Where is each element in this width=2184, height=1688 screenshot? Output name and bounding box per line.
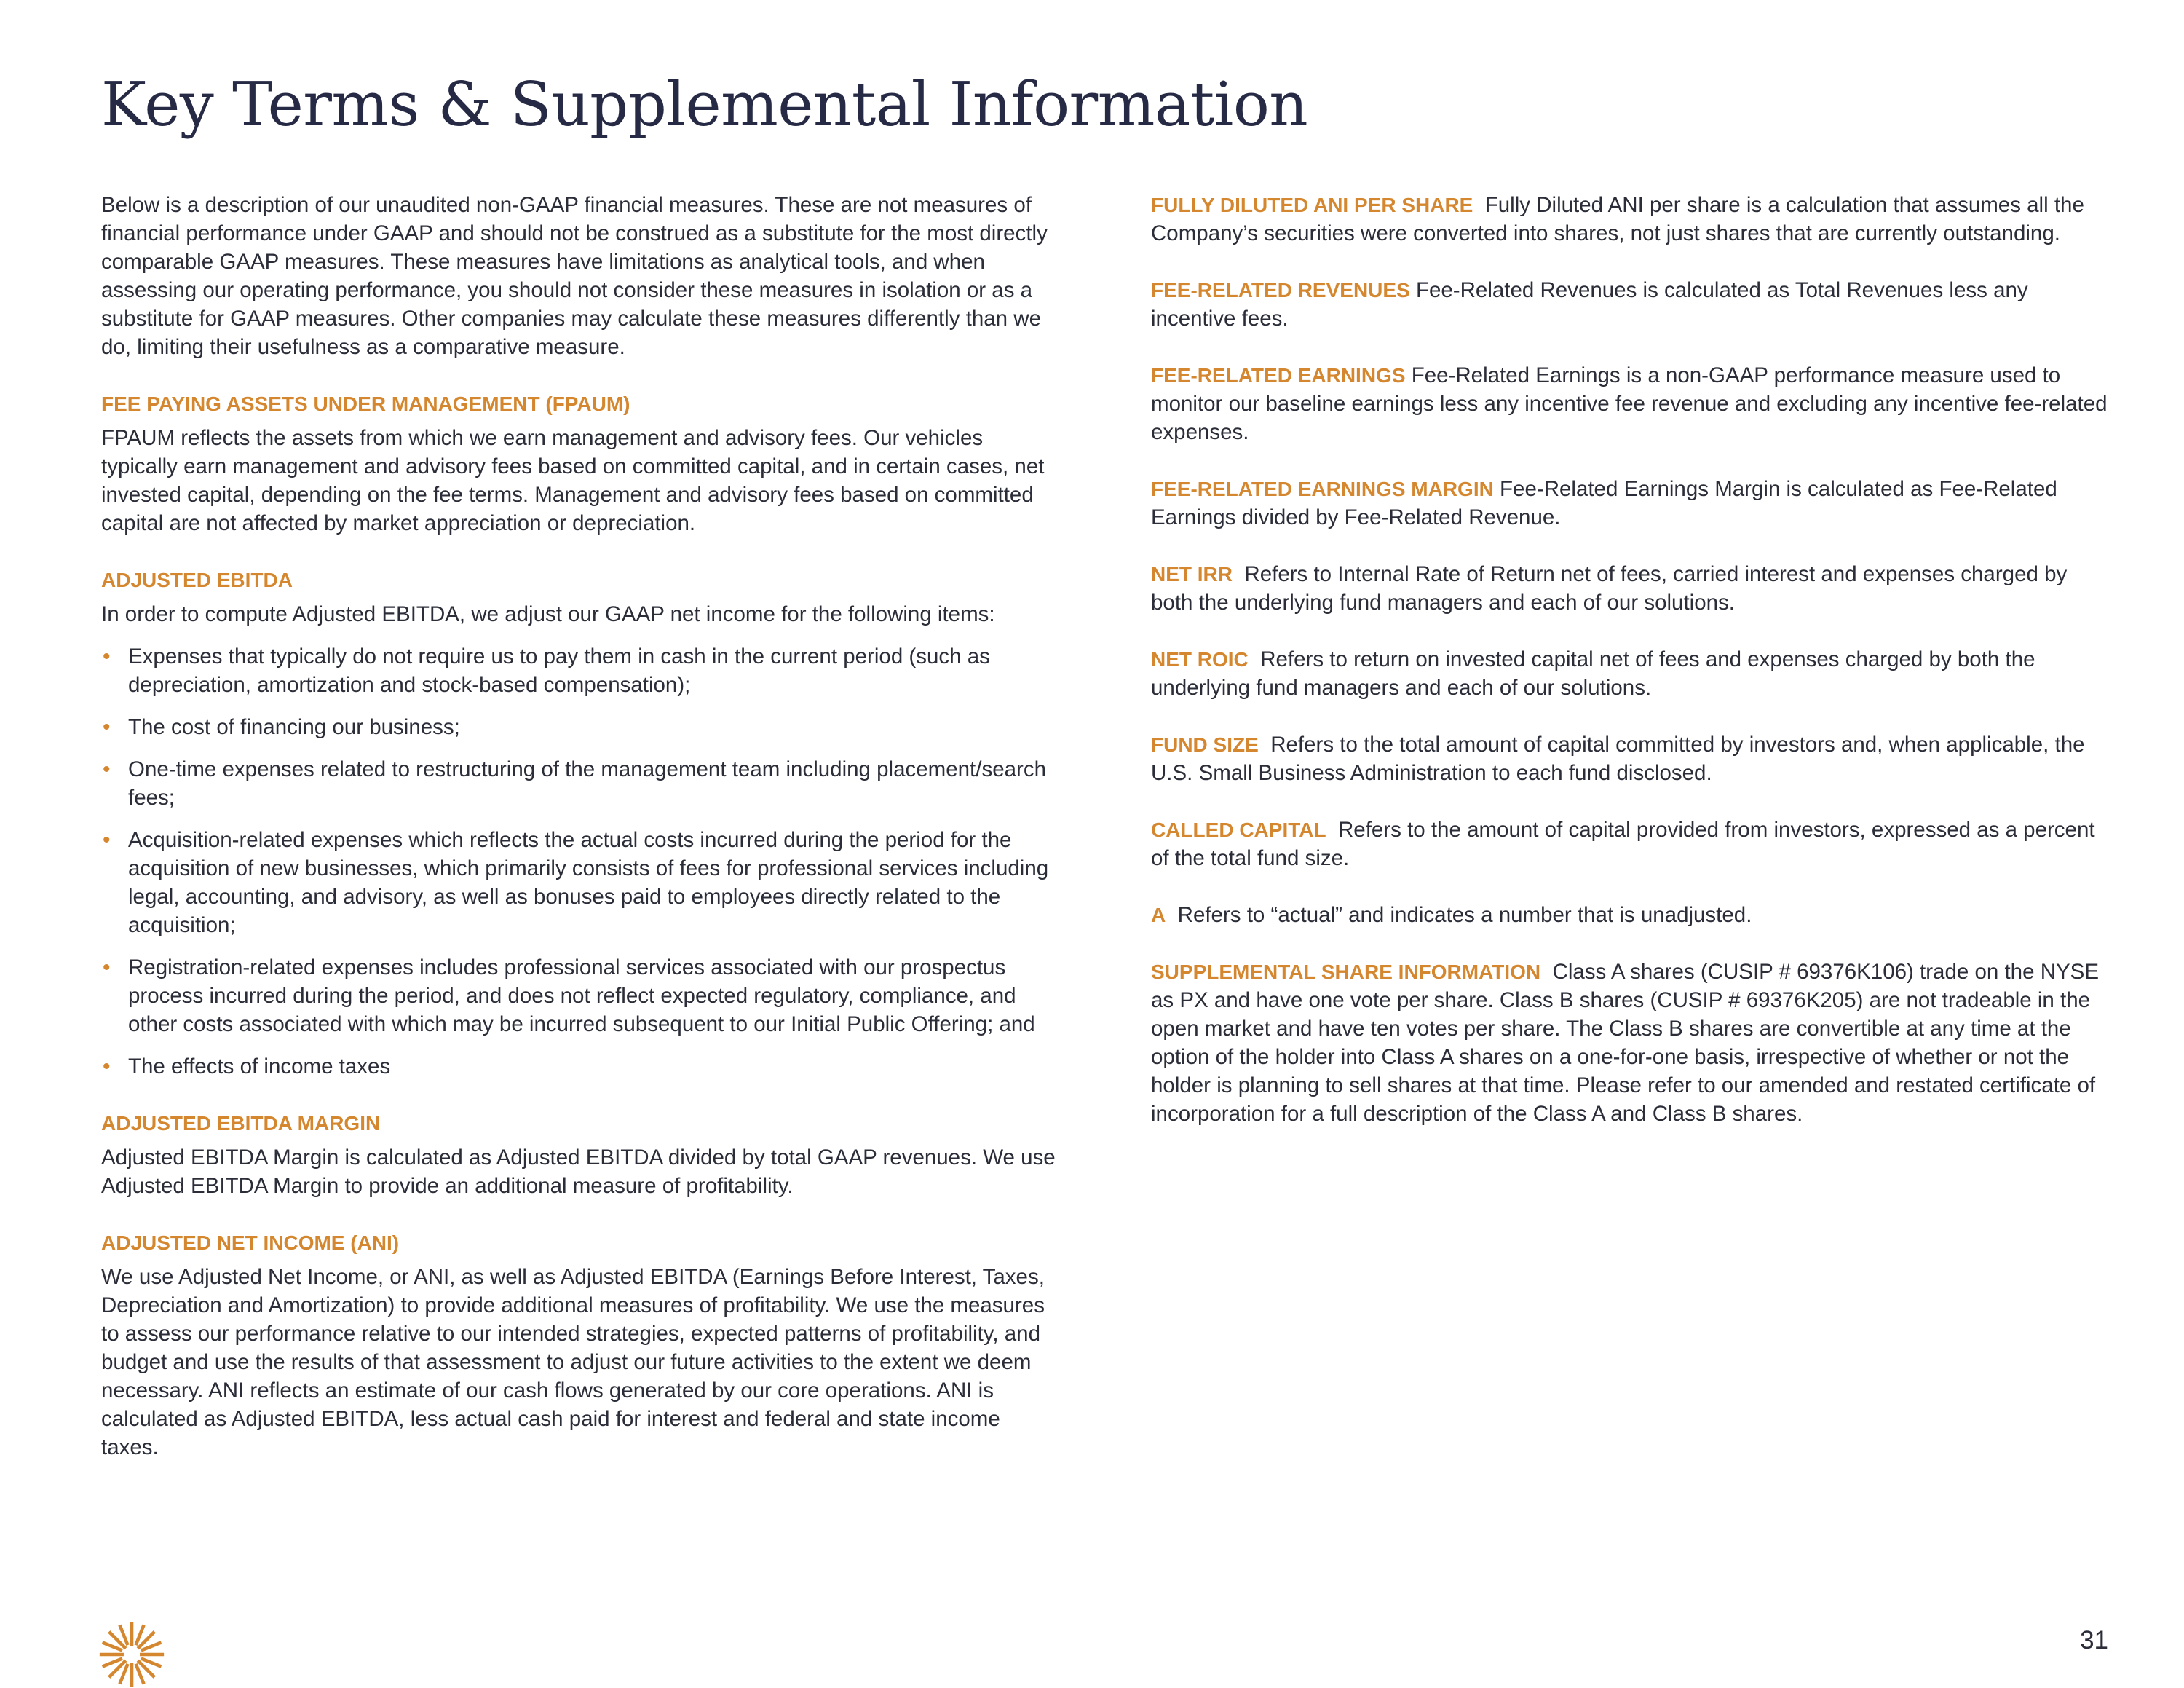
starburst-logo-icon — [98, 1621, 165, 1688]
adjusted-ebitda-margin-text: Adjusted EBITDA Margin is calculated as Adjusted EBITDA divided by total GAAP revenues. We use Adjusted EBITDA Margin to provide an additional measure of profitability. — [101, 1145, 1056, 1198]
term-label: FULLY DILUTED ANI PER SHARE — [1151, 194, 1473, 216]
term-a — [1151, 901, 2108, 929]
term-label: FEE-RELATED EARNINGS MARGIN — [1151, 478, 1494, 500]
list-item-text: Acquisition-related expenses which reflects the actual costs incurred during the period for the acquisition of new businesses, which primarily consists of fees for professional services including legal, accounting, and advisory, as well as bonuses paid to employees directly related to the acquisition; — [128, 828, 1049, 937]
term-definition: Refers to “actual” and indicates a number that is unadjusted. — [1177, 903, 1752, 927]
bullet-icon: • — [103, 955, 111, 979]
list-item — [101, 826, 1062, 939]
fpaum-text: FPAUM reflects the assets from which we earn management and advisory fees. Our vehicles typically earn management and advisory fees based on committed capital, and in certain cases, net invested capital, depending on the fee terms. Management and advisory fees based on committed capital are not affected by market appreciation or depreciation. — [101, 426, 1045, 535]
term-definition: Refers to the total amount of capital committed by investors and, when applicable, the U.S. Small Business Administration to each fund disclosed. — [1151, 733, 2085, 785]
term-definition: Refers to the amount of capital provided from investors, expressed as a percent of the total fund size. — [1151, 818, 2095, 870]
intro-paragraph: Below is a description of our unaudited non-GAAP financial measures. These are not measures of financial performance under GAAP and should not be construed as a substitute for the most directly comparable GAAP measures. These measures have limitations as analytical tools, and when assessing our operating performance, you should not consider these measures in isolation or as a substitute for GAAP measures. Other companies may calculate these measures differently than we do, limiting their usefulness as a comparative measure. — [101, 193, 1048, 359]
bullet-icon: • — [103, 1054, 111, 1078]
list-item — [101, 953, 1062, 1038]
list-item-text: The cost of financing our business; — [128, 715, 460, 739]
list-item-text: One-time expenses related to restructuring of the management team including placement/search fees; — [128, 757, 1046, 810]
term-net-roic — [1151, 645, 2108, 702]
section-adjusted-ebitda-margin — [101, 1109, 1062, 1200]
term-supplemental-share-information — [1151, 958, 2108, 1128]
term-label: FEE-RELATED EARNINGS — [1151, 364, 1406, 387]
term-label: FUND SIZE — [1151, 733, 1259, 756]
list-item — [101, 1052, 1062, 1081]
term-label: SUPPLEMENTAL SHARE INFORMATION — [1151, 961, 1541, 983]
term-definition: Fee-Related Earnings is a non-GAAP performance measure used to monitor our baseline earnings less any incentive fee revenue and excluding any incentive fee-related expenses. — [1151, 363, 2108, 444]
term-fee-related-earnings-margin — [1151, 475, 2108, 532]
term-fund-size — [1151, 730, 2108, 787]
term-definition: Refers to Internal Rate of Return net of fees, carried interest and expenses charged by both the underlying fund managers and each of our solutions. — [1151, 562, 2068, 615]
bullet-icon: • — [103, 715, 111, 739]
term-definition: Fee-Related Earnings Margin is calculated as Fee-Related Earnings divided by Fee-Related Revenue. — [1151, 477, 2057, 529]
page-title: Key Terms & Supplemental Information — [101, 69, 1308, 140]
term-net-irr — [1151, 560, 2108, 617]
page-number: 31 — [2080, 1626, 2108, 1655]
bullet-icon: • — [103, 757, 111, 781]
list-item — [101, 755, 1062, 812]
term-label: A — [1151, 904, 1166, 926]
term-definition: Fully Diluted ANI per share is a calculation that assumes all the Company’s securities were converted into shares, not just shares that are currently outstanding. — [1151, 193, 2084, 245]
term-definition: Fee-Related Revenues is calculated as Total Revenues less any incentive fees. — [1151, 278, 2028, 331]
term-called-capital — [1151, 816, 2108, 872]
adjusted-ebitda-margin-heading: ADJUSTED EBITDA MARGIN — [101, 1112, 381, 1135]
list-item — [101, 713, 1062, 741]
adjusted-net-income-heading: ADJUSTED NET INCOME (ANI) — [101, 1231, 400, 1254]
term-fully-diluted-ani — [1151, 191, 2108, 248]
list-item-text: Expenses that typically do not require us to pay them in cash in the current period (such as depreciation, amortization and stock-based compensation); — [128, 644, 990, 697]
right-column — [1151, 191, 2108, 1156]
term-definition: Class A shares (CUSIP # 69376K106) trade on the NYSE as PX and have one vote per share. Class B shares (CUSIP # 69376K205) are not tradeable in the open market and have ten votes per share. The Class B shares are convertible at any time at the option of the holder into Class A shares on a one-for-one basis, irrespective of whether or not the holder is planning to sell shares at that time. Please refer to our amended and restated certificate of incorporation for a full description of the Class A and Class B shares. — [1151, 960, 2100, 1126]
bullet-icon: • — [103, 644, 111, 669]
list-item — [101, 642, 1062, 699]
term-fee-related-earnings — [1151, 361, 2108, 446]
adjusted-ebitda-heading: ADJUSTED EBITDA — [101, 569, 293, 591]
adjusted-ebitda-bullet-list — [101, 642, 1062, 1081]
section-fpaum — [101, 390, 1062, 537]
list-item-text: Registration-related expenses includes professional services associated with our prospectus process incurred during the period, and does not reflect expected regulatory, compliance, and other costs associated with which may be incurred subsequent to our Initial Public Offering; and — [128, 955, 1035, 1036]
term-label: CALLED CAPITAL — [1151, 819, 1326, 841]
left-column — [101, 191, 1062, 1490]
adjusted-net-income-text: We use Adjusted Net Income, or ANI, as well as Adjusted EBITDA (Earnings Before Interest, Taxes, Depreciation and Amortization) to provide additional measures of profitability. We use the measures to assess our performance relative to our intended strategies, expected patterns of profitability, and budget and use the results of that assessment to adjust our future activities to the extent we deem necessary. ANI reflects an estimate of our cash flows generated by our core operations. ANI is calculated as Adjusted EBITDA, less actual cash paid for interest and federal and state income taxes. — [101, 1265, 1045, 1459]
list-item-text: The effects of income taxes — [128, 1054, 391, 1078]
term-definition: Refers to return on invested capital net of fees and expenses charged by both the underlying fund managers and each of our solutions. — [1151, 647, 2035, 700]
term-label: FEE-RELATED REVENUES — [1151, 279, 1410, 301]
bullet-icon: • — [103, 828, 111, 852]
term-label: NET IRR — [1151, 563, 1233, 585]
section-adjusted-net-income — [101, 1228, 1062, 1462]
section-adjusted-ebitda — [101, 566, 1062, 1081]
adjusted-ebitda-text: In order to compute Adjusted EBITDA, we adjust our GAAP net income for the following items: — [101, 602, 995, 626]
term-fee-related-revenues — [1151, 276, 2108, 333]
fpaum-heading: FEE PAYING ASSETS UNDER MANAGEMENT (FPAUM) — [101, 393, 630, 415]
term-label: NET ROIC — [1151, 648, 1249, 671]
